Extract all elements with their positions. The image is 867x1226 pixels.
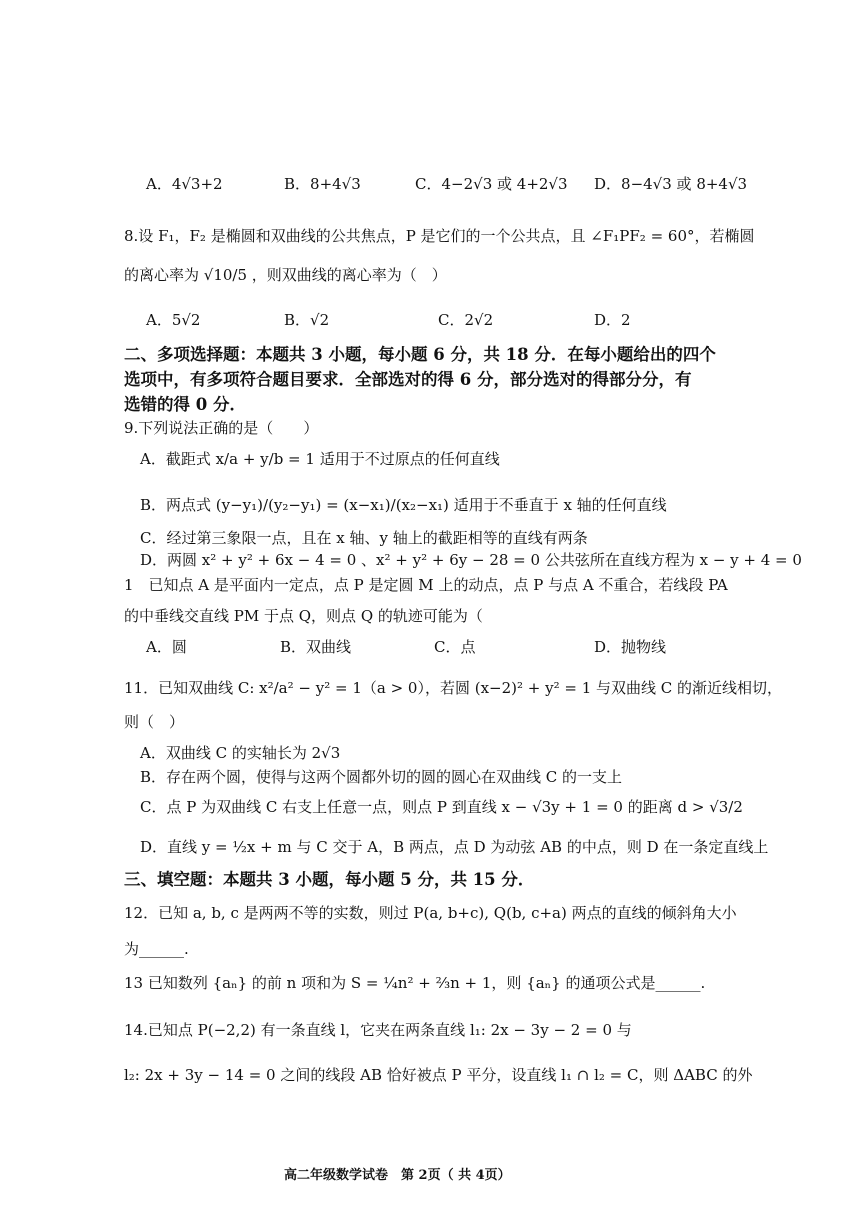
q11-option-d: D．直线 y = ½x + m 与 C 交于 A，B 两点，点 D 为动弦 AB 的中点，则 D 在一条定直线上 — [140, 838, 769, 856]
q7-option-b: B．8+4√3 — [284, 175, 361, 193]
q8-option-c: C．2√2 — [438, 311, 494, 329]
q14-line-2: l₂: 2x + 3y − 14 = 0 之间的线段 AB 恰好被点 P 平分，设直线 l₁ ∩ l₂ = C，则 ΔABC 的外 — [124, 1066, 753, 1084]
q12-line-1: 12．已知 a, b, c 是两两不等的实数，则过 P(a, b+c), Q(b, c+a) 两点的直线的倾斜角大小 — [124, 904, 737, 922]
q9-option-b: B．两点式 (y−y₁)/(y₂−y₁) = (x−x₁)/(x₂−x₁) 适用于不垂直于 x 轴的任何直线 — [140, 496, 667, 514]
q11-option-c: C．点 P 为双曲线 C 右支上任意一点，则点 P 到直线 x − √3y + 1 = 0 的距离 d > √3/2 — [140, 798, 743, 816]
page-footer: 高二年级数学试卷 第 2页（ 共 4页） — [284, 1168, 511, 1183]
q7-option-c: C．4−2√3 或 4+2√3 — [415, 175, 568, 193]
section-3-heading: 三、填空题：本题共 3 小题，每小题 5 分，共 15 分． — [124, 870, 535, 889]
q13-line-1: 13 已知数列 {aₙ} 的前 n 项和为 S = ¼n² + ⅔n + 1，则 {aₙ} 的通项公式是______. — [124, 974, 706, 992]
q8-line-1: 8.设 F₁，F₂ 是椭圆和双曲线的公共焦点，P 是它们的一个公共点，且 ∠F₁PF₂ = 60°，若椭圆 — [124, 227, 755, 245]
q8-option-b: B．√2 — [284, 311, 330, 329]
section-2-heading-line-2: 选项中，有多项符合题目要求．全部选对的得 6 分，部分选对的得部分分，有 — [124, 370, 692, 389]
section-2-heading-line-1: 二、多项选择题：本题共 3 小题，每小题 6 分，共 18 分．在每小题给出的四个 — [124, 345, 716, 364]
q8-option-d: D．2 — [594, 311, 631, 329]
q9-stem: 9.下列说法正确的是（ ） — [124, 419, 319, 437]
q10-line-2: 的中垂线交直线 PM 于点 Q，则点 Q 的轨迹可能为（ — [124, 607, 483, 625]
q11-line-2: 则（ ） — [124, 713, 185, 731]
q9-option-a: A．截距式 x/a + y/b = 1 适用于不过原点的任何直线 — [140, 450, 500, 468]
q11-line-1: 11．已知双曲线 C: x²/a² − y² = 1（a > 0），若圆 (x−2)² + y² = 1 与双曲线 C 的渐近线相切， — [124, 679, 783, 697]
section-2-heading-line-3: 选错的得 0 分． — [124, 395, 246, 414]
q11-option-a: A．双曲线 C 的实轴长为 2√3 — [140, 744, 341, 762]
q9-option-d: D．两圆 x² + y² + 6x − 4 = 0 、x² + y² + 6y − 28 = 0 公共弦所在直线方程为 x − y + 4 = 0 — [140, 551, 802, 569]
q9-option-c: C．经过第三象限一点，且在 x 轴、y 轴上的截距相等的直线有两条 — [140, 529, 588, 547]
q10-option-c: C．点 — [434, 638, 476, 656]
q10-line-1: 1 已知点 A 是平面内一定点，点 P 是定圆 M 上的动点，点 P 与点 A 不重合，若线段 PA — [124, 576, 728, 594]
q7-option-a: A．4√3+2 — [146, 175, 223, 193]
q8-line-2: 的离心率为 √10/5 ，则双曲线的离心率为（ ） — [124, 266, 447, 284]
q10-option-b: B．双曲线 — [280, 638, 352, 656]
q7-option-d: D．8−4√3 或 8+4√3 — [594, 175, 748, 193]
q14-line-1: 14.已知点 P(−2,2) 有一条直线 l，它夹在两条直线 l₁: 2x − 3y − 2 = 0 与 — [124, 1021, 632, 1039]
q8-option-a: A．5√2 — [146, 311, 201, 329]
q10-option-a: A．圆 — [146, 638, 187, 656]
q10-option-d: D．抛物线 — [594, 638, 667, 656]
q11-option-b: B．存在两个圆，使得与这两个圆都外切的圆的圆心在双曲线 C 的一支上 — [140, 768, 623, 786]
q12-line-2: 为______. — [124, 940, 189, 958]
